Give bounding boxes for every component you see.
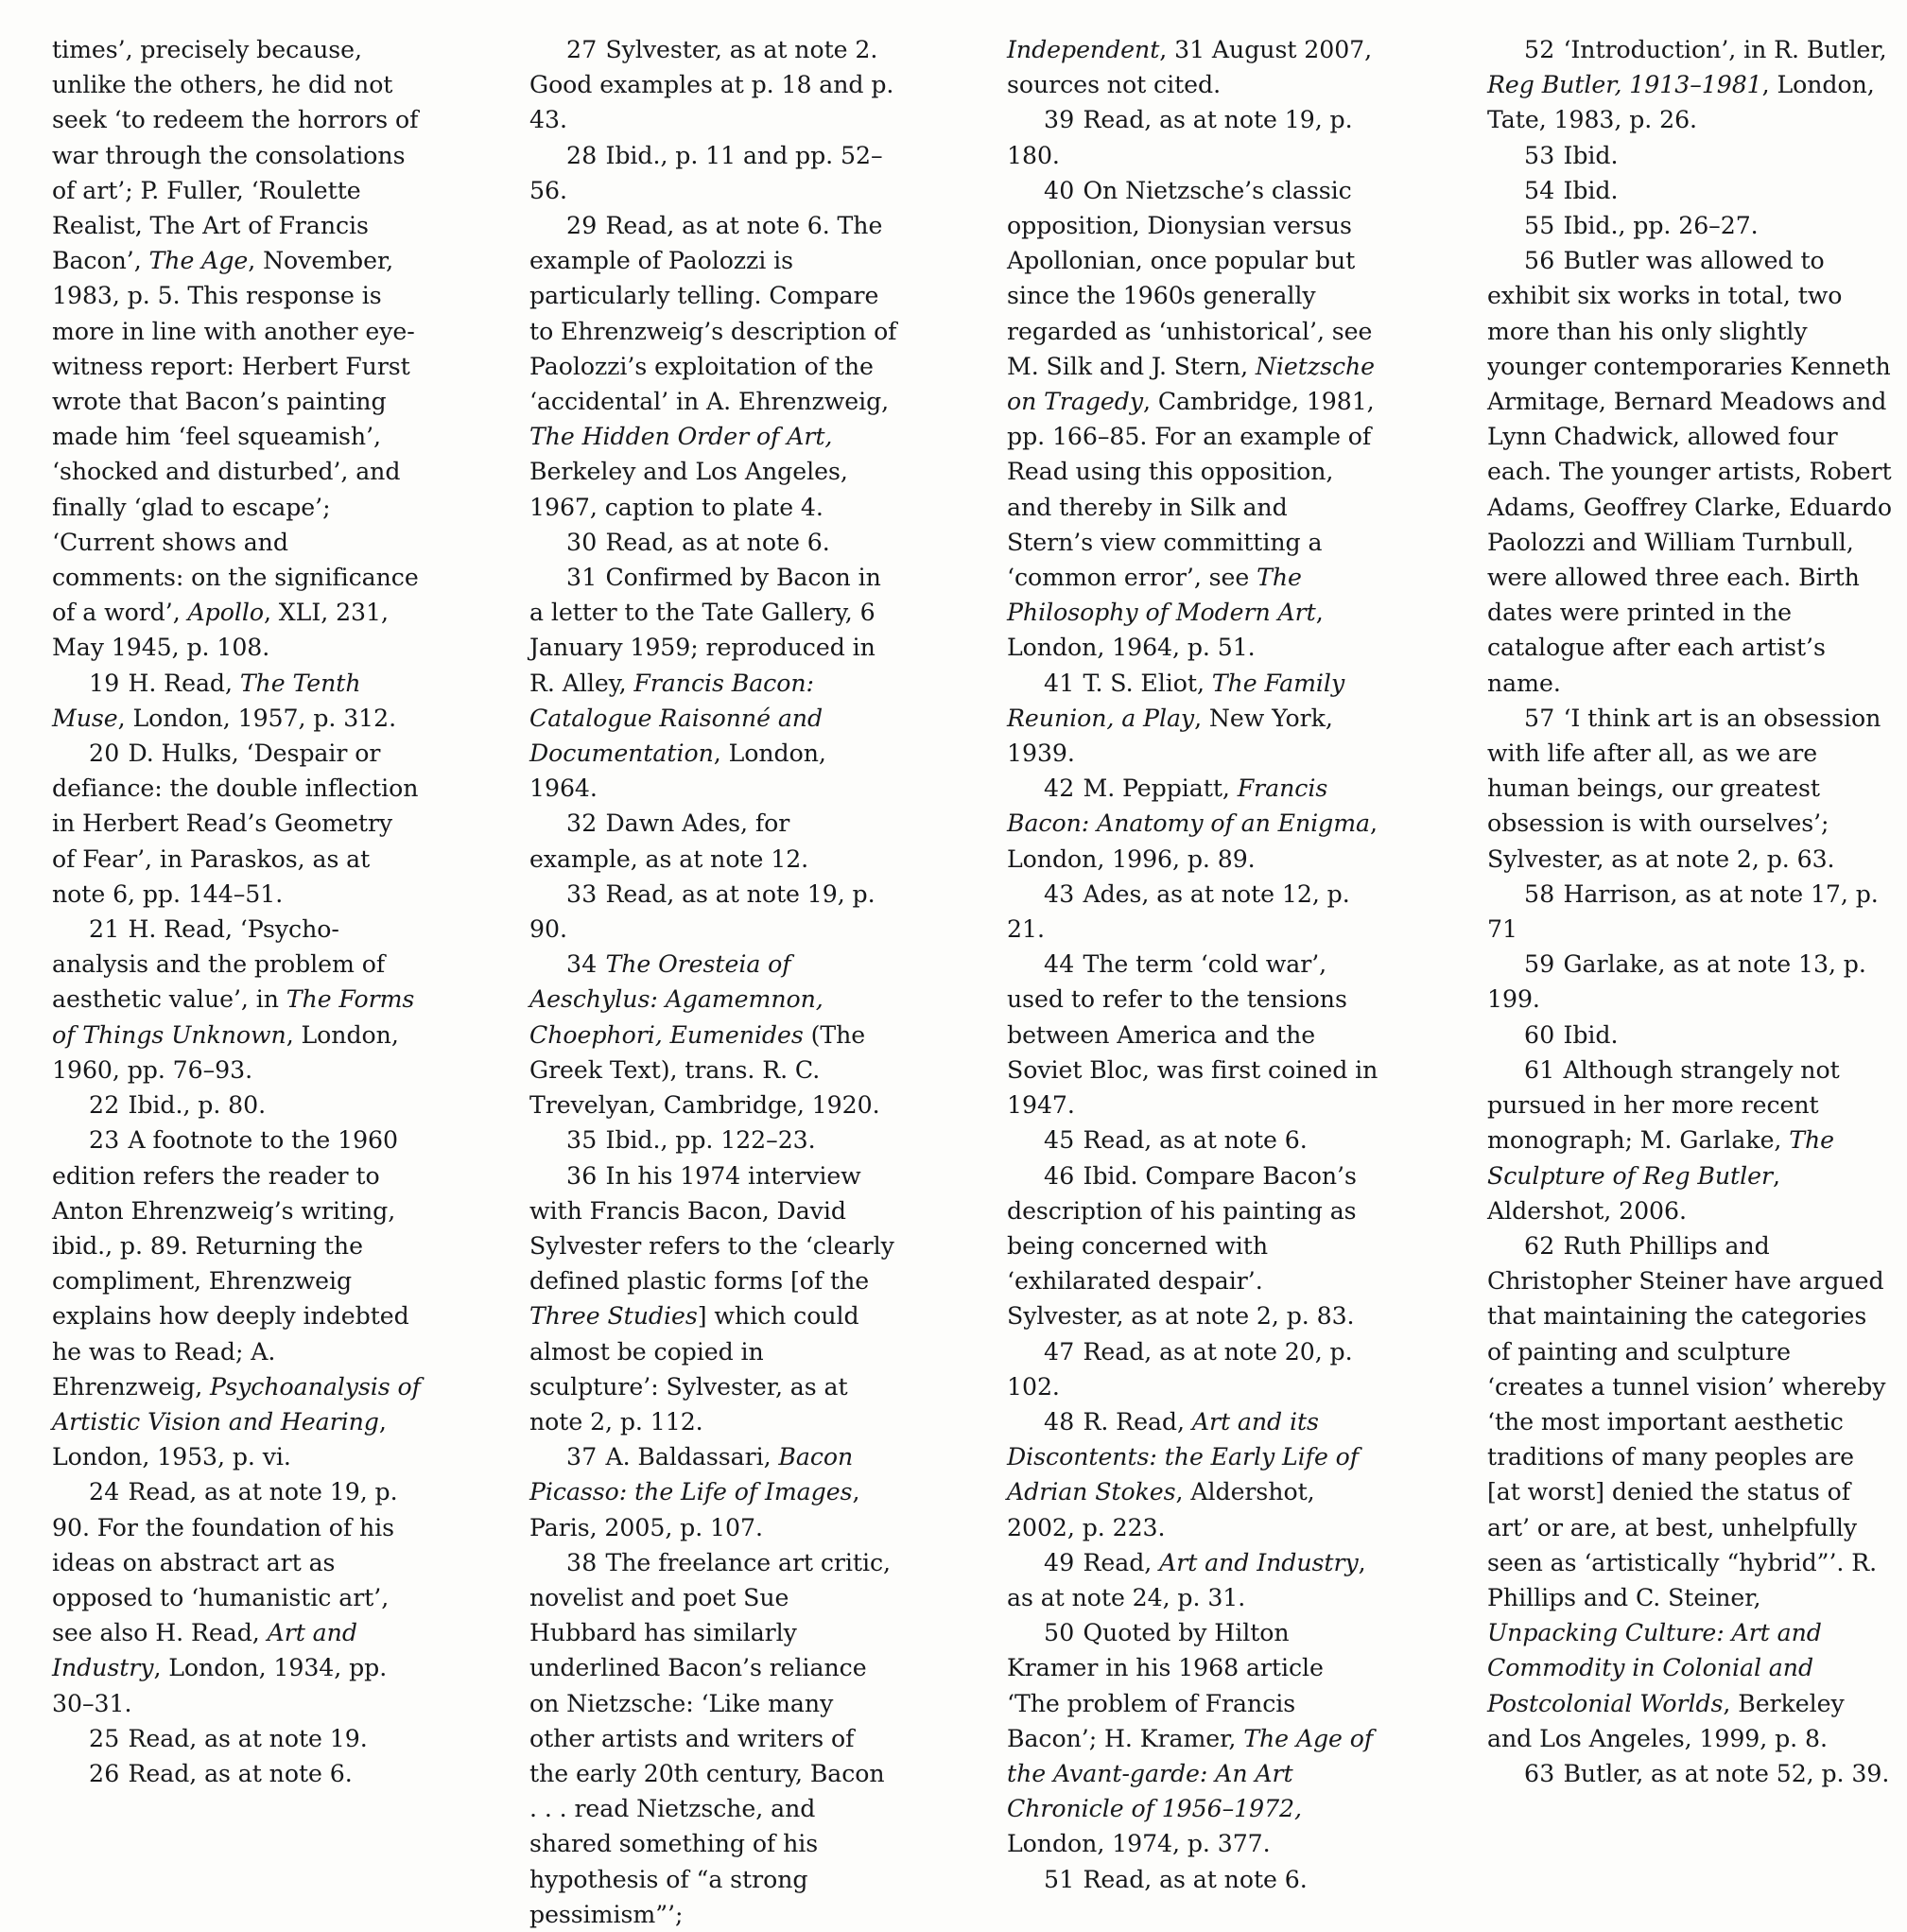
note-text: Read, as at note 6. — [1083, 1865, 1308, 1893]
note-text: Read, as at note 19. — [128, 1724, 368, 1752]
note-title-italic: Francis Bacon: Catalogue Raisonné and Documentation — [529, 669, 823, 768]
note-title-italic: Three Studies — [529, 1302, 698, 1331]
note-title-italic: The Sculpture of Reg Butler — [1487, 1126, 1835, 1190]
note-number: 37 — [566, 1443, 598, 1471]
note-text: ‘I think art is an obsession with life after all, as we are human beings, our greatest obsession is with ourselves’; Sylvester, as at note 2, p. 63. — [1487, 704, 1881, 873]
note-number: 40 — [1044, 176, 1075, 204]
note-title-italic: Art and Industry — [1159, 1548, 1359, 1576]
note-text: The term ‘cold war’, used to refer to the tensions between America and the Soviet Bloc, was first coined in 1947. — [1007, 950, 1378, 1120]
note-entry — [1487, 1053, 1894, 1228]
note-text: Read, as at note 6. — [1083, 1126, 1308, 1155]
note-number: 26 — [89, 1759, 120, 1787]
note-number-gap — [1554, 1756, 1563, 1791]
note-title-italic: The Hidden Order of Art, — [529, 423, 833, 451]
note-number: 39 — [1044, 106, 1075, 134]
note-entry — [1487, 173, 1894, 208]
note-text: Ibid. — [1563, 176, 1619, 204]
note-number: 38 — [566, 1548, 598, 1576]
note-text: On Nietzsche’s classic opposition, Dionysian versus Apollonian, once popular but since the 1960s generally regarded as ‘unhistorical’, see M. Silk and J. Stern, — [1007, 176, 1373, 380]
note-number: 63 — [1524, 1759, 1555, 1787]
note-text: , London, 1996, p. 89. — [1007, 809, 1378, 873]
note-entry — [529, 806, 898, 876]
note-text: In his 1974 interview with Francis Bacon, David Sylvester refers to the ‘clearly defined plastic forms [of the — [529, 1161, 894, 1296]
note-title-italic: The Age — [148, 247, 249, 275]
note-text: Quoted by Hilton Kramer in his 1968 article ‘The problem of Francis Bacon’; H. Kramer, — [1007, 1619, 1324, 1752]
note-text: D. Hulks, ‘Despair or defiance: the double inflection in Herbert Read’s Geometry of Fear’, in Paraskos, as at note 6, pp. 144–51. — [52, 740, 419, 908]
note-text: A. Baldassari, — [605, 1443, 779, 1471]
notes-column-1 — [52, 32, 421, 1791]
note-number: 27 — [566, 36, 598, 63]
notes-column-3 — [1007, 32, 1378, 1897]
note-text: , London, 1960, pp. 76–93. — [52, 1020, 399, 1084]
note-number: 61 — [1524, 1055, 1555, 1084]
note-title-italic: The Age of the Avant-garde: An Art Chronicle of 1956–1972, — [1007, 1724, 1374, 1823]
note-entry — [529, 1158, 898, 1440]
note-number: 23 — [89, 1126, 120, 1155]
note-text: Confirmed by Bacon in a letter to the Tate Gallery, 6 January 1959; reproduced in R. Alley, — [529, 564, 881, 697]
note-entry — [52, 912, 421, 1088]
note-entry — [529, 1545, 898, 1932]
note-title-italic: The Tenth Muse — [52, 669, 361, 732]
note-entry — [52, 1721, 421, 1756]
note-title-italic: Nietzsche on Tragedy — [1007, 352, 1376, 416]
note-entry — [1487, 32, 1894, 138]
note-title-italic: Bacon Picasso: the Life of Images — [529, 1443, 854, 1506]
note-title-italic: Unpacking Culture: Art and Commodity in Colonial and Postcolonial Worlds — [1487, 1619, 1822, 1717]
note-entry — [529, 947, 898, 1123]
note-entry — [1007, 666, 1378, 772]
note-text: Read, — [1083, 1548, 1160, 1576]
note-entry — [1487, 243, 1894, 701]
note-text: , London, 1957, p. 312. — [117, 704, 397, 732]
note-entry — [1007, 877, 1378, 947]
note-entry — [1007, 1123, 1378, 1157]
note-number: 34 — [566, 950, 598, 979]
note-entry — [1007, 1404, 1378, 1545]
note-entry — [52, 1088, 421, 1123]
note-entry — [529, 138, 898, 208]
note-text: , London, 1953, p. vi. — [52, 1407, 387, 1471]
note-text: Ades, as at note 12, p. 21. — [1007, 879, 1350, 944]
note-number-gap — [1074, 1862, 1083, 1897]
note-entry — [1007, 1862, 1378, 1897]
note-entry — [1487, 208, 1894, 243]
note-text: , New York, 1939. — [1007, 704, 1333, 768]
note-text: H. Read, ‘Psycho-analysis and the problem of aesthetic value’, in — [52, 915, 386, 1014]
note-number: 41 — [1044, 669, 1075, 697]
note-text: , London, 1964. — [529, 740, 826, 803]
notes-columns — [52, 32, 1892, 1932]
note-number: 21 — [89, 915, 120, 944]
note-entry — [529, 877, 898, 947]
note-text: Ibid., p. 11 and pp. 52–56. — [529, 141, 883, 204]
note-continuation — [1007, 32, 1378, 102]
note-entry — [1487, 1018, 1894, 1053]
note-text: Butler was allowed to exhibit six works in total, two more than his only slightly younger contemporaries Kenneth Armitage, Bernard Meadows and Lynn Chadwick, allowed four each. The younger artists, Robert Adams, Geoffrey Clarke, Eduardo Paolozzi and William Turnbull, were allowed three each. Birth dates were printed in the catalogue after each artist’s name. — [1487, 247, 1892, 697]
note-entry — [52, 736, 421, 912]
note-title-italic: Art and its Discontents: the Early Life of Adrian Stokes — [1007, 1407, 1360, 1506]
note-entry — [1007, 1545, 1378, 1615]
note-title-italic: Reg Butler, 1913–1981 — [1487, 71, 1762, 99]
note-entry — [529, 32, 898, 138]
note-text: , Paris, 2005, p. 107. — [529, 1478, 860, 1541]
note-number: 59 — [1524, 950, 1555, 979]
note-text: , 31 August 2007, sources not cited. — [1007, 36, 1373, 99]
note-text: Berkeley and Los Angeles, 1967, caption to plate 4. — [529, 458, 848, 521]
note-text: , as at note 24, p. 31. — [1007, 1548, 1366, 1611]
note-text: , Aldershot, 2002, p. 223. — [1007, 1478, 1315, 1541]
note-number: 35 — [566, 1126, 598, 1155]
note-number: 46 — [1044, 1161, 1075, 1190]
note-number: 58 — [1524, 879, 1555, 908]
note-title-italic: The Forms of Things Unknown — [52, 985, 415, 1049]
note-entry — [1007, 947, 1378, 1123]
note-text: Read, as at note 19, p. 90. — [529, 879, 875, 944]
note-number: 28 — [566, 141, 598, 169]
note-title-italic: Independent — [1007, 36, 1160, 63]
note-number: 50 — [1044, 1619, 1075, 1647]
note-number: 29 — [566, 212, 598, 240]
note-entry — [52, 1123, 421, 1474]
note-number: 62 — [1524, 1231, 1555, 1260]
note-text: Read, as at note 6. — [128, 1759, 353, 1787]
note-number: 57 — [1524, 704, 1555, 732]
note-entry — [1487, 877, 1894, 947]
note-text: Read, as at note 19, p. 90. For the foundation of his ideas on abstract art as opposed to ‘humanistic art’, see also H. Read, — [52, 1478, 398, 1647]
note-number: 47 — [1044, 1337, 1075, 1366]
note-entry — [1007, 1334, 1378, 1404]
note-text: (The Greek Text), trans. R. C. Trevelyan, Cambridge, 1920. — [529, 1020, 880, 1120]
note-number: 25 — [89, 1724, 120, 1752]
note-number: 48 — [1044, 1407, 1075, 1436]
notes-column-4 — [1487, 32, 1894, 1791]
note-title-italic: The Oresteia of Aeschylus: Agamemnon, Choephori, Eumenides — [529, 950, 823, 1049]
note-text: Read, as at note 19, p. 180. — [1007, 106, 1353, 169]
note-text: , Aldershot, 2006. — [1487, 1161, 1780, 1225]
note-entry — [1007, 1615, 1378, 1861]
note-title-italic: The Philosophy of Modern Art — [1007, 564, 1316, 627]
note-text: Ibid., pp. 122–23. — [605, 1126, 816, 1155]
note-title-italic: Psychoanalysis of Artistic Vision and Hearing — [52, 1372, 421, 1436]
note-number: 49 — [1044, 1548, 1075, 1576]
note-entry — [1487, 947, 1894, 1017]
note-text: M. Peppiatt, — [1083, 775, 1238, 803]
note-text: London, 1974, p. 377. — [1007, 1830, 1271, 1858]
note-number: 43 — [1044, 879, 1075, 908]
note-entry — [52, 1756, 421, 1791]
note-number: 31 — [566, 564, 598, 592]
note-number: 45 — [1044, 1126, 1075, 1155]
note-text: , London, Tate, 1983, p. 26. — [1487, 71, 1875, 134]
note-text: times’, precisely because, unlike the others, he did not seek ‘to redeem the horrors of war through the consolations of art’; P. Fuller, ‘Roulette Realist, The Art of Francis Bacon’, — [52, 36, 419, 275]
note-number: 30 — [566, 528, 598, 556]
note-number: 55 — [1524, 212, 1555, 240]
note-entry — [1487, 1756, 1894, 1791]
note-text: Dawn Ades, for example, as at note 12. — [529, 809, 809, 873]
note-text: , November, 1983, p. 5. This response is more in line with another eye-witness report: Herbert Furst wrote that Bacon’s painting made him ‘feel squeamish’, ‘shocked and disturbed’, and finally ‘glad to escape’; ‘Current shows and comments: on the significance of a word’, — [52, 247, 419, 627]
note-number: 32 — [566, 809, 598, 838]
note-continuation — [52, 32, 421, 666]
note-entry — [529, 1439, 898, 1545]
note-number: 33 — [566, 879, 598, 908]
note-text: H. Read, — [128, 669, 240, 697]
note-text: ] which could almost be copied in sculpture’: Sylvester, as at note 2, p. 112. — [529, 1302, 859, 1436]
note-entry — [1487, 701, 1894, 877]
note-title-italic: Francis Bacon: Anatomy of an Enigma — [1007, 775, 1371, 838]
note-title-italic: Art and Industry — [52, 1619, 357, 1682]
note-entry — [1007, 102, 1378, 172]
note-entry — [1487, 138, 1894, 173]
note-number: 20 — [89, 740, 120, 768]
note-entry — [529, 525, 898, 560]
note-entry — [529, 1123, 898, 1157]
note-number-gap — [119, 1756, 128, 1791]
note-text: Ruth Phillips and Christopher Steiner have argued that maintaining the categories of painting and sculpture ‘creates a tunnel vision’ whereby ‘the most important aesthetic traditions of many peoples are [at worst] denied the status of art’ or are, at best, unhelpfully seen as ‘artistically “hybrid”’. R. Phillips and C. Steiner, — [1487, 1231, 1886, 1611]
note-number: 56 — [1524, 247, 1555, 275]
note-number: 24 — [89, 1478, 120, 1506]
note-number: 51 — [1044, 1865, 1075, 1893]
note-text: Read, as at note 20, p. 102. — [1007, 1337, 1353, 1401]
note-text: A footnote to the 1960 edition refers the reader to Anton Ehrenzweig’s writing, ibid., p. 89. Returning the compliment, Ehrenzweig explains how deeply indebted he was to Read; A. Ehrenzweig, — [52, 1126, 409, 1401]
note-text: Although strangely not pursued in her more recent monograph; M. Garlake, — [1487, 1055, 1840, 1155]
note-text: Read, as at note 6. — [605, 528, 830, 556]
note-text: Butler, as at note 52, p. 39. — [1563, 1759, 1890, 1787]
note-text: Ibid., pp. 26–27. — [1563, 212, 1759, 240]
note-entry — [529, 560, 898, 806]
note-entry — [52, 1474, 421, 1720]
note-number: 52 — [1524, 36, 1555, 63]
note-title-italic: Apollo — [187, 599, 264, 627]
note-number: 19 — [89, 669, 120, 697]
note-text: Read, as at note 6. The example of Paolozzi is particularly telling. Compare to Ehrenzweig’s description of Paolozzi’s exploitation of the ‘accidental’ in A. Ehrenzweig, — [529, 212, 897, 416]
note-number: 60 — [1524, 1020, 1555, 1049]
notes-column-2 — [529, 32, 898, 1932]
note-text: Ibid. — [1563, 141, 1619, 169]
note-text: Ibid. — [1563, 1020, 1619, 1049]
note-number: 44 — [1044, 950, 1075, 979]
note-entry — [52, 666, 421, 736]
note-text: R. Read, — [1083, 1407, 1192, 1436]
note-number: 42 — [1044, 775, 1075, 803]
note-text: , Cambridge, 1981, pp. 166–85. For an example of Read using this opposition, and thereby in Silk and Stern’s view committing a ‘common error’, see — [1007, 388, 1375, 592]
note-text: T. S. Eliot, — [1083, 669, 1212, 697]
note-text: , London, 1934, pp. 30–31. — [52, 1654, 388, 1717]
note-number: 53 — [1524, 141, 1555, 169]
note-title-italic: The Family Reunion, a Play — [1007, 669, 1345, 732]
note-text: Garlake, as at note 13, p. 199. — [1487, 950, 1866, 1014]
note-text: Harrison, as at note 17, p. 71 — [1487, 879, 1879, 944]
note-text: The freelance art critic, novelist and poet Sue Hubbard has similarly underlined Bacon’s reliance on Nietzsche: ‘Like many other artists and writers of the early 20th century, Bacon . . . read Nietzsche, and shared something of his hypothesis of “a strong pessimism”’; — [529, 1548, 892, 1928]
note-entry — [529, 208, 898, 525]
note-text: ‘Introduction’, in R. Butler, — [1563, 36, 1887, 63]
note-text: , XLI, 231, May 1945, p. 108. — [52, 599, 389, 662]
note-text: , London, 1964, p. 51. — [1007, 599, 1324, 662]
note-number: 36 — [566, 1161, 598, 1190]
note-text: Ibid. Compare Bacon’s description of his painting as being concerned with ‘exhilarated despair’. Sylvester, as at note 2, p. 83. — [1007, 1161, 1357, 1331]
note-number: 22 — [89, 1091, 120, 1120]
note-entry — [1007, 173, 1378, 666]
note-entry — [1007, 1158, 1378, 1334]
note-number: 54 — [1524, 176, 1555, 204]
note-text: Sylvester, as at note 2. Good examples at p. 18 and p. 43. — [529, 36, 894, 134]
note-text: Ibid., p. 80. — [128, 1091, 267, 1120]
note-text: , Berkeley and Los Angeles, 1999, p. 8. — [1487, 1689, 1845, 1752]
note-entry — [1007, 771, 1378, 877]
note-entry — [1487, 1228, 1894, 1756]
